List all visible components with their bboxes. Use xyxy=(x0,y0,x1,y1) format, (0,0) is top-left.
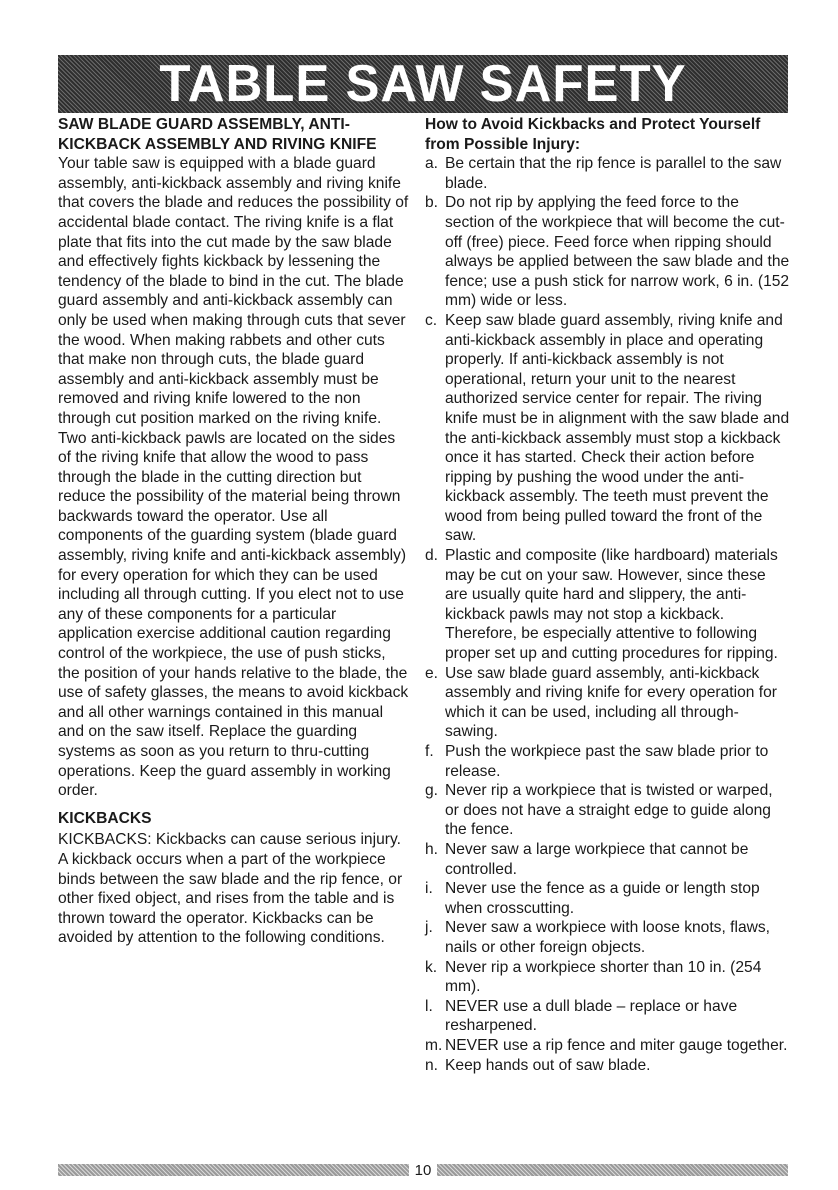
item-text: Plastic and composite (like hardboard) materials may be cut on your saw. However, since these are usually quite hard and slippery, the anti-kickback pawls may not stop a kickback. Therefore, be especially attentive to following proper set up and cutting procedures for ripping. xyxy=(445,547,778,663)
list-item xyxy=(425,546,790,664)
list-item xyxy=(425,879,790,918)
item-marker: h. xyxy=(425,840,439,858)
footer-bar-right xyxy=(437,1164,788,1176)
item-marker: e. xyxy=(425,664,439,682)
left-column xyxy=(58,115,410,948)
avoid-kickbacks-heading: How to Avoid Kickbacks and Protect Yourself from Possible Injury: xyxy=(425,116,761,153)
item-text: NEVER use a dull blade – replace or have resharpened. xyxy=(445,997,738,1035)
kickback-checklist xyxy=(425,154,790,1075)
item-text: Keep saw blade guard assembly, riving knife and anti-kickback assembly in place and operating properly. If anti-kickback assembly is not operational, return your unit to the nearest authorized service center for repair. The riving knife must be in alignment with the saw blade and the anti-kickback assembly must stop a kickback once it has started. Check their action before ripping by pushing the wood under the anti-kickback assembly. The teeth must prevent the wood from being pulled toward the front of the saw. xyxy=(445,311,790,545)
item-text: Never saw a workpiece with loose knots, flaws, nails or other foreign objects. xyxy=(445,919,771,956)
kickbacks-heading: KICKBACKS xyxy=(58,809,152,827)
item-marker: i. xyxy=(425,880,433,898)
list-item xyxy=(425,1056,790,1076)
list-item xyxy=(425,154,790,193)
page-number: 10 xyxy=(414,1161,432,1179)
item-text: Never rip a workpiece that is twisted or warped, or does not have a straight edge to guide along the fence. xyxy=(445,782,773,839)
list-item xyxy=(425,958,790,997)
item-text: NEVER use a rip fence and miter gauge together. xyxy=(445,1036,788,1054)
list-item xyxy=(425,997,790,1036)
list-item xyxy=(425,918,790,957)
item-text: Use saw blade guard assembly, anti-kickback assembly and riving knife for every operation for which it can be used, including all through-sawing. xyxy=(445,664,777,741)
right-column xyxy=(425,115,790,1075)
item-text: Never rip a workpiece shorter than 10 in. (254 mm). xyxy=(445,958,762,996)
item-text: Keep hands out of saw blade. xyxy=(445,1056,651,1074)
title-banner xyxy=(58,55,788,113)
list-item xyxy=(425,1036,790,1056)
item-marker: f. xyxy=(425,743,434,760)
guard-section-heading: SAW BLADE GUARD ASSEMBLY, ANTI-KICKBACK ASSEMBLY AND RIVING KNIFE xyxy=(58,116,377,153)
item-text: Never use the fence as a guide or length stop when crosscutting. xyxy=(445,880,760,917)
item-marker: g. xyxy=(425,782,439,800)
item-marker: n. xyxy=(425,1056,439,1074)
list-item xyxy=(425,311,790,546)
item-text: Never saw a large workpiece that cannot be controlled. xyxy=(445,840,749,878)
item-marker: l. xyxy=(425,997,433,1015)
item-marker: m. xyxy=(425,1036,443,1054)
list-item xyxy=(425,193,790,311)
item-marker: b. xyxy=(425,194,439,212)
item-text: Do not rip by applying the feed force to the section of the workpiece that will become the cut-off (free) piece. Feed force when ripping should always be applied between the saw blade and the fence; use a push stick for narrow work, 6 in. (152 mm) wide or less. xyxy=(445,194,790,310)
list-item xyxy=(425,840,790,879)
kickbacks-body: KICKBACKS: Kickbacks can cause serious injury. A kickback occurs when a part of the workpiece binds between the saw blade and the rip fence, or other fixed object, and rises from the table and is thrown toward the operator. Kickbacks can be avoided by attention to the following conditions. xyxy=(58,831,403,947)
item-marker: c. xyxy=(425,311,438,329)
page-footer xyxy=(58,1162,788,1178)
list-item xyxy=(425,664,790,742)
list-item xyxy=(425,742,790,781)
item-marker: j. xyxy=(425,919,433,937)
guard-section-body: Your table saw is equipped with a blade guard assembly, anti-kickback assembly and riving knife that covers the blade and reduces the possibility of accidental blade contact. The riving knife is a flat plate that fits into the cut made by the saw blade and effectively fights kickback by lessening the tendency of the blade to bind in the cut. The blade guard assembly and anti-kickback assembly can only be used when making through cuts that sever the wood. When making rabbets and other cuts that make non through cuts, the blade guard assembly and anti-kickback assembly must be removed and riving knife lowered to the non through cut position marked on the riving knife. Two anti-kickback pawls are located on the sides of the riving knife that allow the wood to pass through the blade in the cutting direction but reduce the possibility of the material being thrown backwards toward the operator. Use all components of the guarding system (blade guard assembly, riving knife and anti-kickback assembly) for every operation for which they can be used including all through cutting. If you elect not to use any of these components for a particular application exercise additional caution regarding control of the workpiece, the use of push sticks, the position of your hands relative to the blade, the use of safety glasses, the means to avoid kickback and all other warnings contained in this manual and on the saw itself. Replace the guarding systems as soon as you return to thru-cutting operations. Keep the guard assembly in working order. xyxy=(58,155,409,800)
item-marker: d. xyxy=(425,547,439,565)
list-item xyxy=(425,781,790,840)
item-marker: a. xyxy=(425,155,439,173)
page-title: TABLE SAW SAFETY xyxy=(159,55,687,113)
item-text: Be certain that the rip fence is parallel to the saw blade. xyxy=(445,155,782,192)
footer-bar-left xyxy=(58,1164,409,1176)
item-marker: k. xyxy=(425,958,438,976)
item-text: Push the workpiece past the saw blade prior to release. xyxy=(445,743,769,780)
